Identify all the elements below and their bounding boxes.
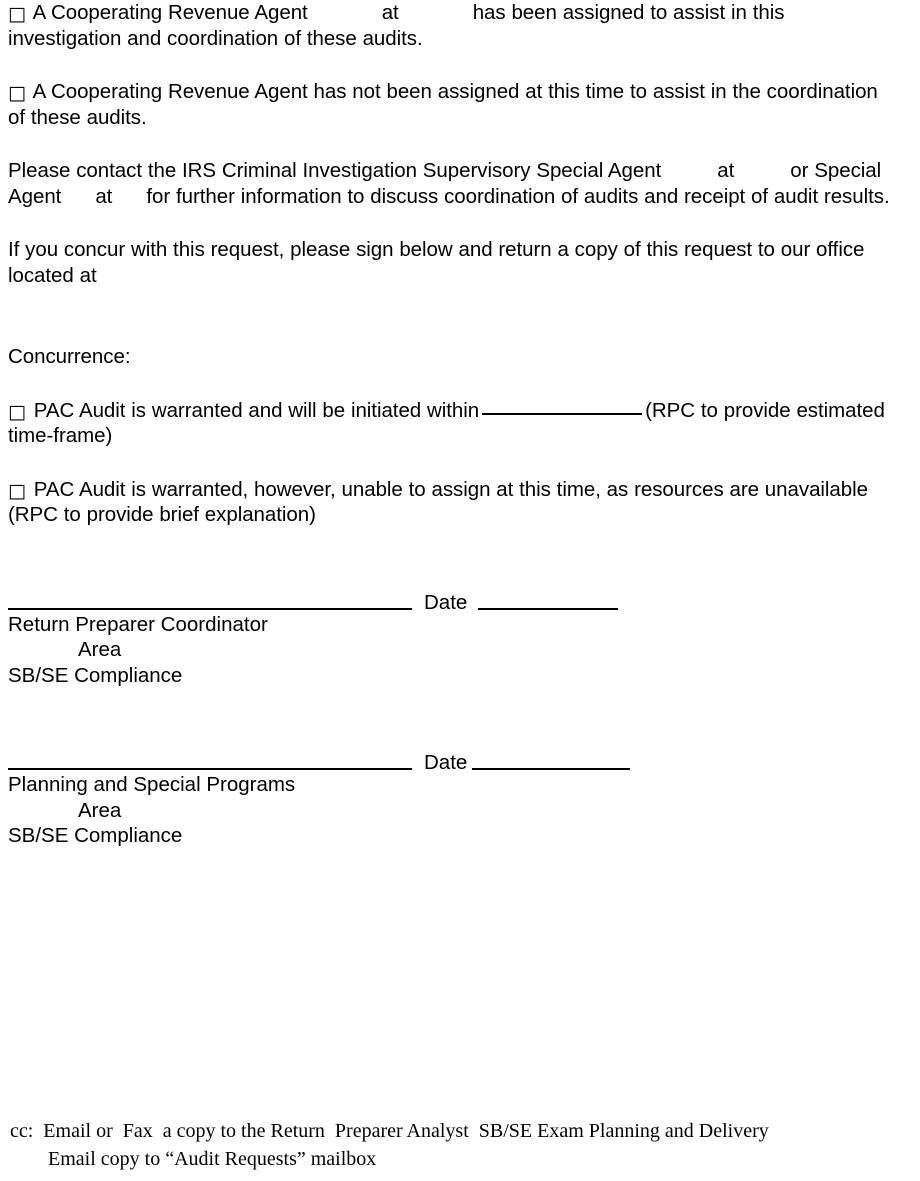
text-cooperating-agent-assigned-part1: A Cooperating Revenue Agent [32, 1, 308, 24]
concurrence-heading: Concurrence: [8, 345, 131, 368]
signature-division-1: SB/SE Compliance [8, 663, 183, 687]
cc-footer [10, 1117, 900, 1173]
signature-row-2 [8, 744, 894, 774]
concurrence-option-initiated [8, 398, 894, 449]
concurrence-option-unable-to-assign [8, 477, 894, 528]
signature-line-2[interactable] [8, 768, 412, 770]
date-label-1: Date [424, 590, 468, 614]
signature-title-1: Return Preparer Coordinator [8, 612, 268, 636]
text-contact-part2: at [717, 159, 735, 182]
spacer-between-signatures [8, 688, 894, 744]
signature-block-return-preparer-coordinator [8, 584, 894, 689]
spacer-before-signatures [8, 528, 894, 584]
checkbox-cooperating-agent-assigned[interactable]: □ [8, 3, 26, 25]
text-cooperating-agent-not-assigned: A Cooperating Revenue Agent has not been assigned at this time to assist in the coordination of these audits. [8, 80, 878, 129]
signature-title-2: Planning and Special Programs [8, 773, 296, 796]
text-cooperating-agent-assigned-part2: at [381, 1, 399, 24]
signature-titles-2 [8, 772, 894, 849]
text-pac-initiated-part2: (RPC to provide estimated time-frame) [8, 398, 885, 447]
text-pac-unable-to-assign: PAC Audit is warranted, however, unable to assign at this time, as resources are unavailable (RPC to provide brief explanation) [8, 477, 868, 526]
text-contact-part5: for further information to discuss coordination of audits and receipt of audit results. [146, 184, 890, 208]
checkbox-pac-audit-warranted-initiated[interactable]: □ [8, 400, 26, 423]
signature-area-1: Area [78, 638, 122, 661]
blank-estimated-time-frame[interactable] [482, 413, 642, 415]
signature-line-1[interactable] [8, 608, 412, 610]
date-line-2[interactable] [472, 768, 630, 770]
paragraph-cooperating-agent-assigned [8, 0, 894, 51]
signature-block-planning-and-special-programs [8, 744, 894, 849]
date-line-1[interactable] [478, 608, 618, 610]
text-contact-part4: at [95, 184, 113, 208]
signature-row-1 [8, 584, 894, 614]
cc-footer-line-1: cc: Email or Fax a copy to the Return Preparer Analyst SB/SE Exam Planning and Delivery [10, 1120, 769, 1142]
paragraph-concur-instructions: If you concur with this request, please sign below and return a copy of this request to our office located at [8, 238, 865, 287]
signature-division-2: SB/SE Compliance [8, 824, 183, 847]
checkbox-pac-audit-unable-to-assign[interactable]: □ [8, 479, 26, 502]
paragraph-contact-instructions [8, 158, 894, 209]
spacer-before-concurrence [8, 288, 894, 344]
checkbox-cooperating-agent-not-assigned[interactable]: □ [8, 82, 26, 104]
text-contact-part3: or Special Agent [8, 159, 882, 208]
date-label-2: Date [424, 751, 468, 774]
text-pac-initiated-part1: PAC Audit is warranted and will be initiated within [33, 398, 480, 422]
signature-area-2: Area [78, 798, 122, 822]
document-body [8, 0, 894, 849]
signature-titles-1 [8, 612, 894, 689]
text-contact-part1: Please contact the IRS Criminal Investigation Supervisory Special Agent [8, 159, 662, 182]
text-cooperating-agent-assigned-part3: has been assigned to assist in this investigation and coordination of these audits. [8, 1, 785, 50]
paragraph-cooperating-agent-not-assigned [8, 79, 894, 130]
cc-footer-line-2: Email copy to “Audit Requests” mailbox [48, 1148, 377, 1170]
